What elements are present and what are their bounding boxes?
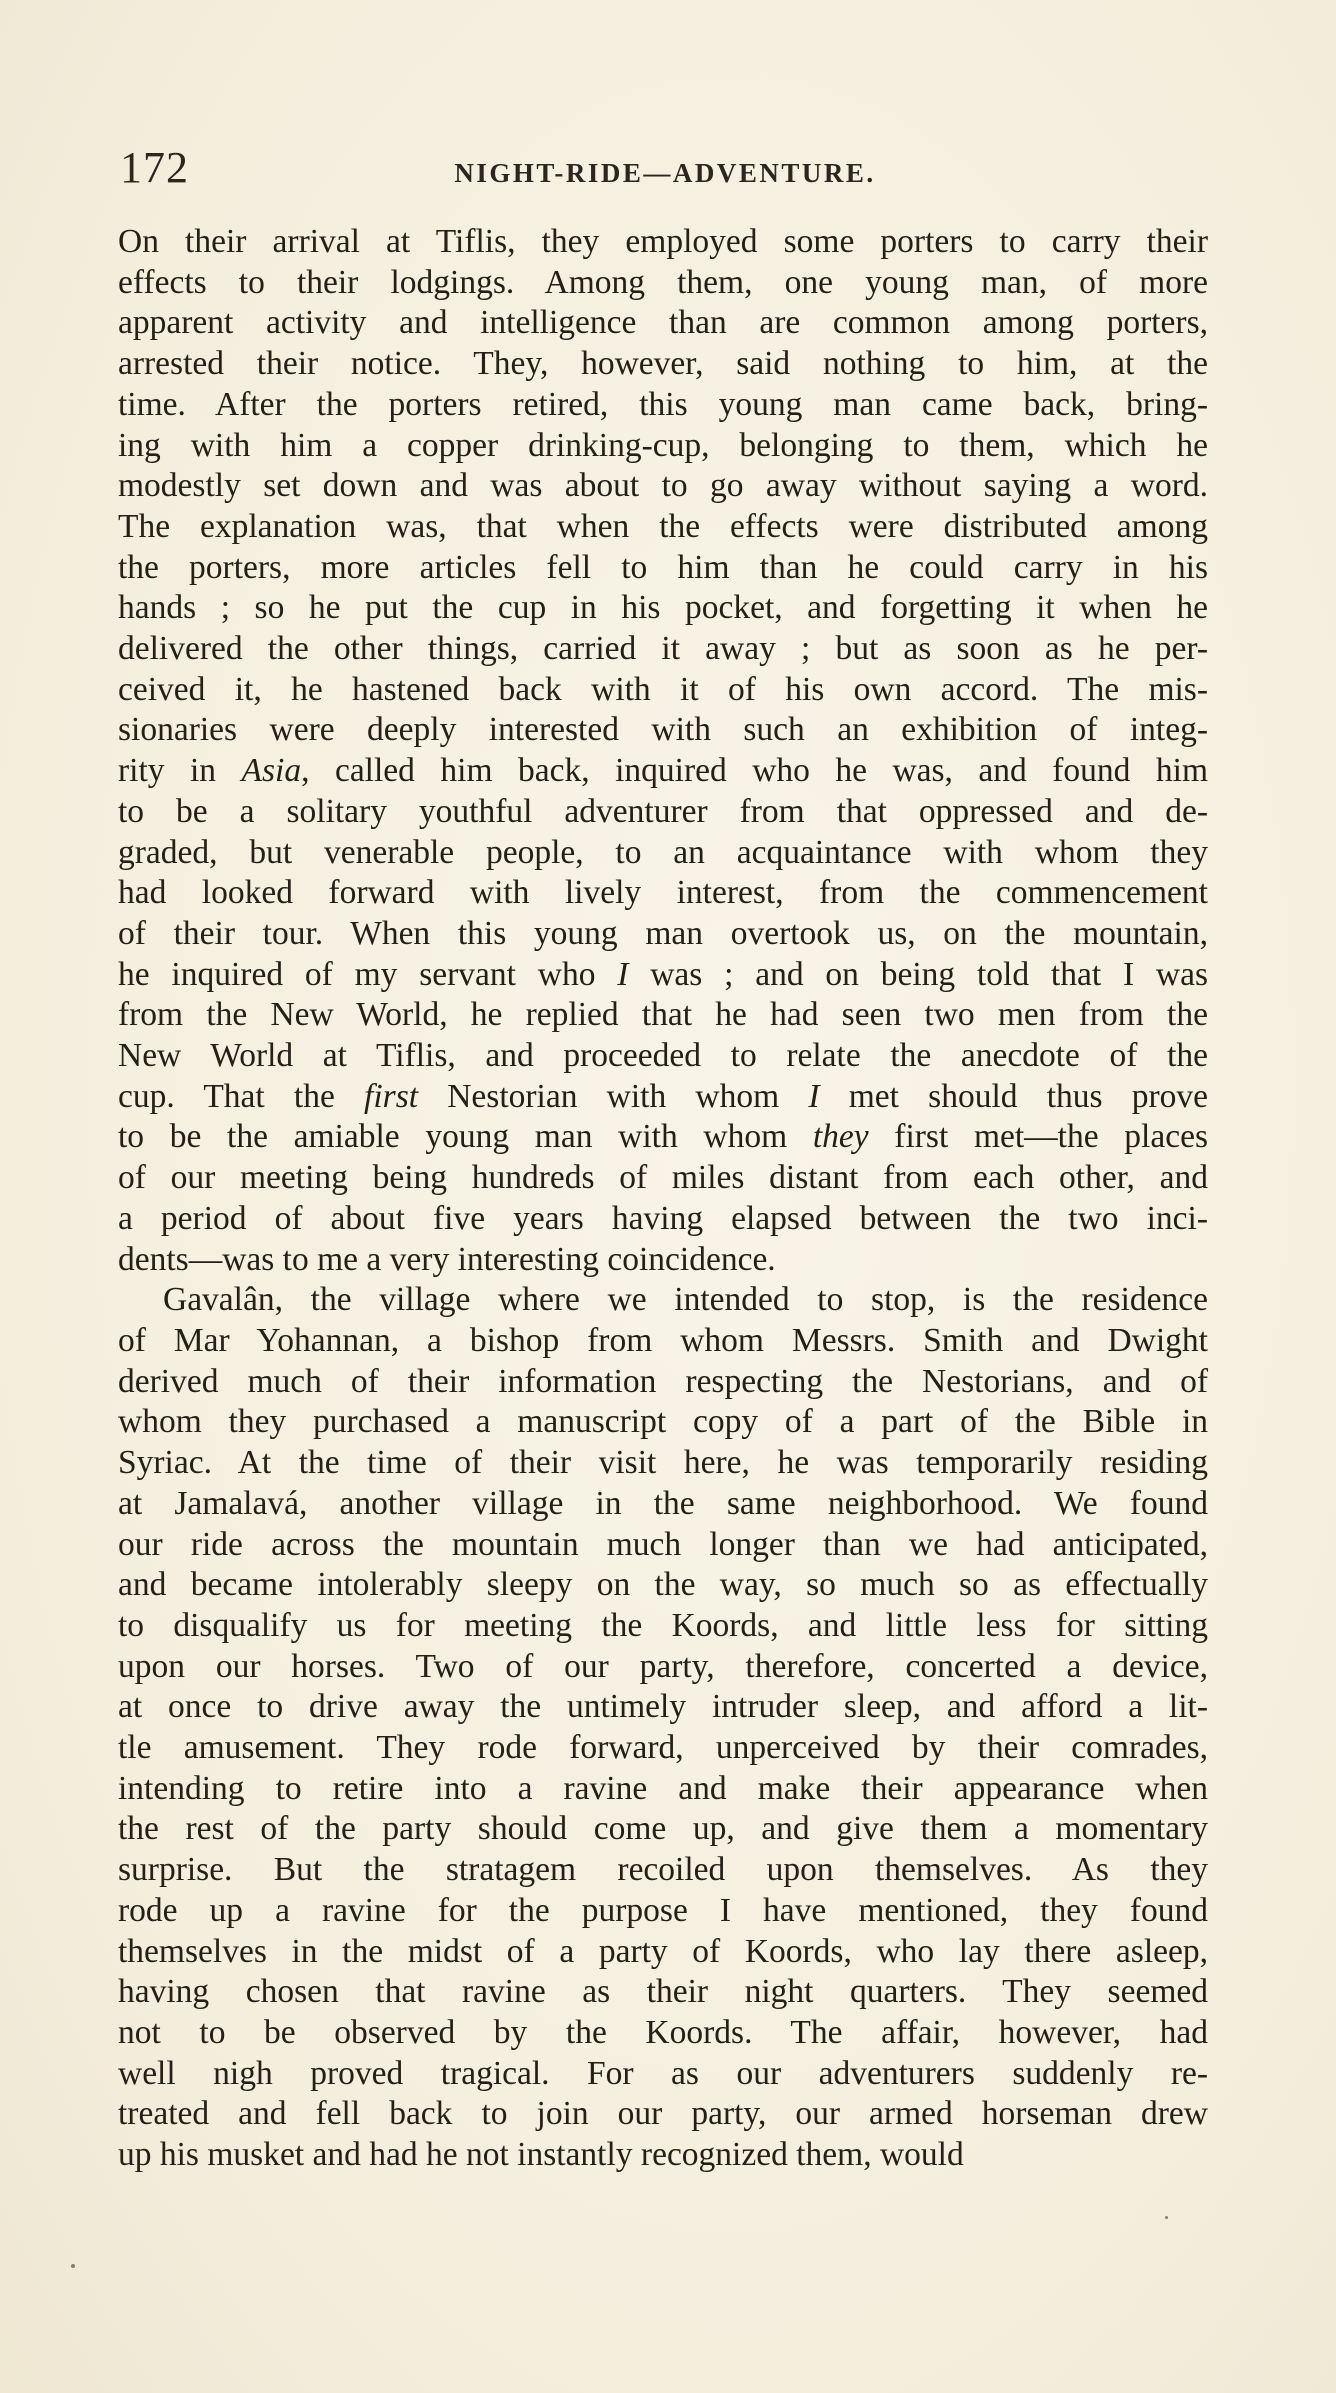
body-text: [118, 222, 1208, 2176]
text-line: our ride across the mountain much longer than we had anticipated,: [118, 1525, 1208, 1563]
text-line: arrested their notice. They, however, said nothing to him, at the: [118, 345, 1208, 383]
text-line: effects to their lodgings. Among them, one young man, of more: [118, 263, 1208, 301]
text-line: Gavalân, the village where we intended to stop, is the residence: [163, 1281, 1208, 1319]
text-line: surprise. But the stratagem recoiled upon themselves. As they: [118, 1851, 1208, 1889]
text-line: to be a solitary youthful adventurer from that oppressed and de-: [118, 792, 1208, 830]
italic-text: Asia: [241, 752, 302, 790]
page-number: 172: [120, 143, 189, 192]
text-line: dents—was to me a very interesting coincidence.: [118, 1240, 776, 1278]
text-line: hands ; so he put the cup in his pocket, and forgetting it when he: [118, 589, 1208, 627]
text-line: New World at Tiflis, and proceeded to relate the anecdote of the: [118, 1037, 1208, 1075]
text-line: delivered the other things, carried it away ; but as soon as he per-: [118, 630, 1208, 668]
text-line: a period of about five years having elapsed between the two inci-: [118, 1199, 1208, 1237]
text-line: graded, but venerable people, to an acquaintance with whom they: [118, 833, 1208, 871]
text-line: treated and fell back to join our party, our armed horseman drew: [118, 2095, 1208, 2133]
text-line: the porters, more articles fell to him than he could carry in his: [118, 548, 1208, 586]
text-line: of their tour. When this young man overtook us, on the mountain,: [118, 914, 1208, 952]
text-line: upon our horses. Two of our party, therefore, concerted a device,: [118, 1647, 1208, 1685]
paragraph-2: [118, 1280, 1208, 2175]
text-line: had looked forward with lively interest, from the commencement: [118, 874, 1208, 912]
text-line: at Jamalavá, another village in the same neighborhood. We found: [118, 1484, 1208, 1522]
text-line: rity in Asia, called him back, inquired who he was, and found him: [118, 752, 1208, 790]
text-line: On their arrival at Tiflis, they employed some porters to carry their: [118, 223, 1208, 260]
text-line: at once to drive away the untimely intruder sleep, and afford a lit-: [118, 1688, 1208, 1726]
text-line: the rest of the party should come up, and give them a momentary: [118, 1810, 1208, 1848]
text-line: whom they purchased a manuscript copy of a part of the Bible in: [118, 1403, 1208, 1441]
italic-text: I: [617, 955, 629, 993]
text-line: ceived it, he hastened back with it of his own accord. The mis-: [118, 670, 1208, 708]
text-line: of Mar Yohannan, a bishop from whom Messrs. Smith and Dwight: [118, 1321, 1208, 1359]
text-line: to disqualify us for meeting the Koords, and little less for sitting: [118, 1606, 1208, 1644]
text-line: tle amusement. They rode forward, unperceived by their comrades,: [118, 1729, 1208, 1767]
text-line: Syriac. At the time of their visit here, he was temporarily residing: [118, 1444, 1208, 1482]
text-line: derived much of their information respecting the Nestorians, and of: [118, 1362, 1208, 1400]
ink-speck: [71, 2264, 75, 2268]
text-line: rode up a ravine for the purpose I have mentioned, they found: [118, 1891, 1208, 1929]
text-line: The explanation was, that when the effects were distributed among: [118, 507, 1208, 545]
italic-text: they: [812, 1118, 869, 1156]
italic-text: I: [808, 1077, 820, 1115]
ink-speck: [1165, 2216, 1168, 2219]
text-line: ing with him a copper drinking-cup, belonging to them, which he: [118, 426, 1208, 464]
text-line: and became intolerably sleepy on the way, so much so as effectually: [118, 1566, 1208, 1604]
text-line: time. After the porters retired, this young man came back, bring-: [118, 385, 1208, 423]
text-line: not to be observed by the Koords. The affair, however, had: [118, 2013, 1208, 2051]
text-line: of our meeting being hundreds of miles distant from each other, and: [118, 1159, 1208, 1197]
text-line: he inquired of my servant who I was ; and on being told that I was: [118, 955, 1209, 993]
paragraph-1: [118, 222, 1208, 1280]
text-line: having chosen that ravine as their night quarters. They seemed: [118, 1973, 1208, 2011]
text-line: sionaries were deeply interested with such an exhibition of integ-: [118, 711, 1208, 749]
text-line: up his musket and had he not instantly recognized them, would: [118, 2136, 964, 2174]
page-header: [120, 138, 1210, 198]
text-line: well nigh proved tragical. For as our adventurers suddenly re-: [118, 2054, 1208, 2092]
text-line: modestly set down and was about to go away without saying a word.: [118, 467, 1208, 505]
text-line: themselves in the midst of a party of Koords, who lay there asleep,: [118, 1932, 1208, 1970]
text-line: intending to retire into a ravine and make their appearance when: [118, 1769, 1208, 1807]
text-line: from the New World, he replied that he had seen two men from the: [118, 996, 1208, 1034]
text-line: apparent activity and intelligence than are common among porters,: [118, 304, 1208, 342]
text-line: cup. That the first Nestorian with whom I met should thus prove: [118, 1077, 1209, 1115]
italic-text: first: [364, 1077, 419, 1115]
running-head: NIGHT-RIDE—ADVENTURE.: [454, 158, 876, 188]
text-line: to be the amiable young man with whom they first met—the places: [118, 1118, 1208, 1156]
